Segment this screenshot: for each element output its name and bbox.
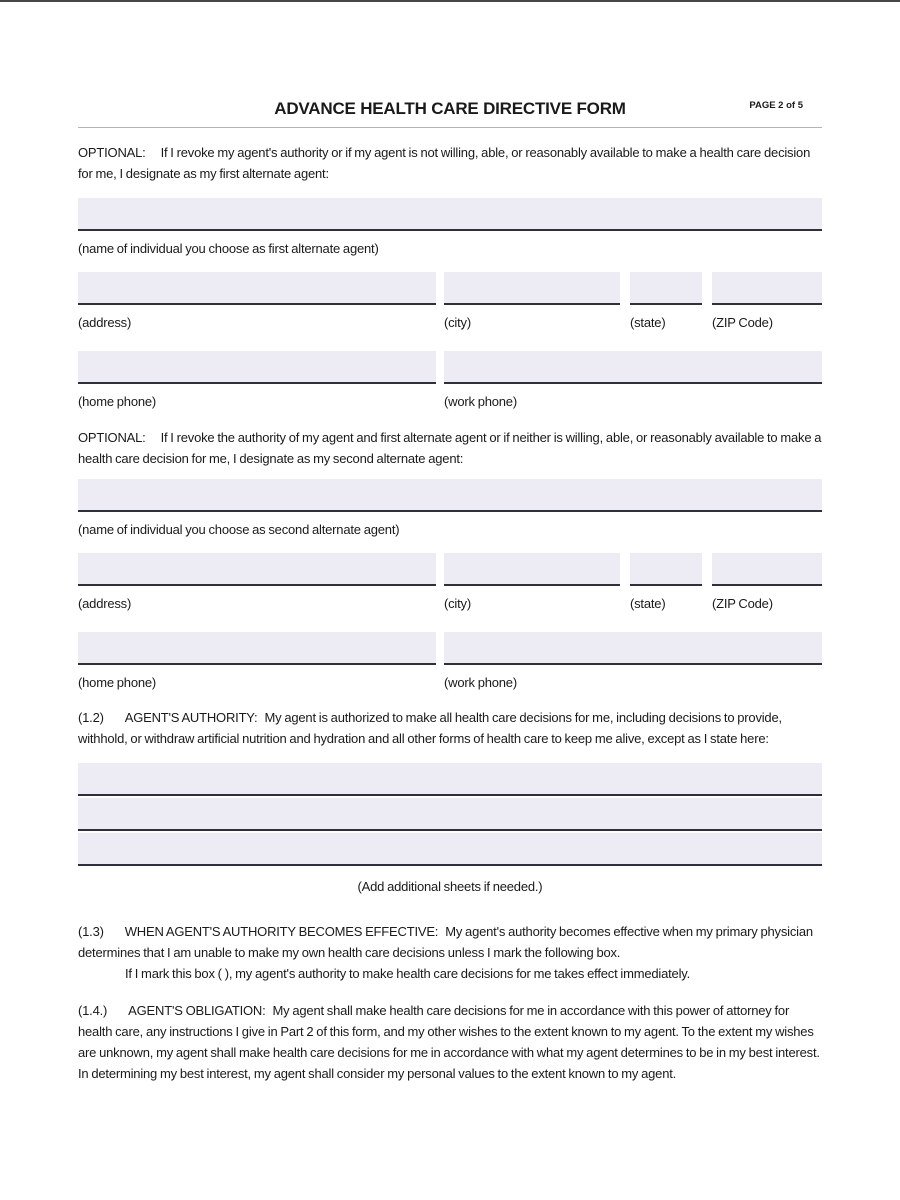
optional-label: OPTIONAL:	[78, 145, 146, 160]
document-header	[78, 0, 822, 119]
immediate-effect-checkbox-line[interactable]: If I mark this box ( ), my agent's authority to make health care decisions for me takes effect immediately.	[125, 966, 691, 981]
section-number: (1.2)	[78, 710, 104, 725]
second-alternate-zip-field[interactable]	[712, 553, 822, 586]
first-alternate-intro	[78, 142, 822, 184]
first-alternate-work-phone-field[interactable]	[444, 351, 822, 384]
first-alternate-city-field[interactable]	[444, 272, 620, 305]
home-phone-label: (home phone)	[78, 394, 157, 409]
address-label: (address)	[78, 596, 132, 611]
second-alternate-work-phone-field[interactable]	[444, 632, 822, 665]
section-1-3-when-effective	[78, 921, 822, 963]
second-alternate-city-field[interactable]	[444, 553, 620, 586]
section-number: (1.4.)	[78, 1003, 108, 1018]
second-alternate-name-label: (name of individual you choose as second alternate agent)	[78, 522, 400, 537]
form-title: ADVANCE HEALTH CARE DIRECTIVE FORM	[274, 99, 626, 118]
section-text: My agent is authorized to make all health care decisions for me, including decisions to provide, withhold, or withdraw artificial nutrition and hydration and all other forms of health care to keep me alive, except as I state here:	[78, 710, 782, 746]
second-alternate-address-field[interactable]	[78, 553, 436, 586]
home-phone-label: (home phone)	[78, 675, 157, 690]
authority-exception-line-3[interactable]	[78, 833, 822, 866]
address-label: (address)	[78, 315, 132, 330]
first-alternate-name-field[interactable]	[78, 198, 822, 231]
work-phone-label: (work phone)	[444, 675, 517, 690]
section-1-2-agents-authority	[78, 707, 822, 749]
first-alternate-phone-row	[78, 351, 822, 410]
title-divider	[78, 127, 822, 128]
section-heading: AGENT'S AUTHORITY:	[124, 710, 258, 725]
zip-label: (ZIP Code)	[712, 596, 773, 611]
section-text: My agent's authority becomes effective when my primary physician determines that I am unable to make my own health care decisions unless I mark the following box.	[78, 924, 813, 960]
state-label: (state)	[630, 315, 666, 330]
zip-label: (ZIP Code)	[712, 315, 773, 330]
authority-exception-lines	[78, 763, 822, 866]
optional-label: OPTIONAL:	[78, 430, 146, 445]
section-1-4-agents-obligation	[78, 1000, 822, 1084]
page-number: PAGE 2 of 5	[749, 100, 803, 111]
second-alternate-home-phone-field[interactable]	[78, 632, 436, 665]
authority-exception-line-2[interactable]	[78, 798, 822, 831]
second-alternate-state-field[interactable]	[630, 553, 702, 586]
authority-exception-line-1[interactable]	[78, 763, 822, 796]
first-alternate-address-row	[78, 272, 822, 331]
work-phone-label: (work phone)	[444, 394, 517, 409]
first-alternate-state-field[interactable]	[630, 272, 702, 305]
second-alternate-phone-row	[78, 632, 822, 691]
additional-sheets-note: (Add additional sheets if needed.)	[357, 879, 543, 894]
first-alternate-intro-text: If I revoke my agent's authority or if my agent is not willing, able, or reasonably available to make a health care decision for me, I designate as my first alternate agent:	[78, 145, 811, 181]
city-label: (city)	[444, 596, 471, 611]
second-alternate-name-field[interactable]	[78, 479, 822, 512]
first-alternate-zip-field[interactable]	[712, 272, 822, 305]
state-label: (state)	[630, 596, 666, 611]
section-number: (1.3)	[78, 924, 104, 939]
section-heading: AGENT'S OBLIGATION:	[128, 1003, 266, 1018]
first-alternate-name-label: (name of individual you choose as first alternate agent)	[78, 241, 379, 256]
section-heading: WHEN AGENT'S AUTHORITY BECOMES EFFECTIVE:	[124, 924, 439, 939]
city-label: (city)	[444, 315, 471, 330]
first-alternate-address-field[interactable]	[78, 272, 436, 305]
second-alternate-intro	[78, 427, 822, 469]
second-alternate-address-row	[78, 553, 822, 612]
first-alternate-home-phone-field[interactable]	[78, 351, 436, 384]
second-alternate-intro-text: If I revoke the authority of my agent and first alternate agent or if neither is willing, able, or reasonably available to make a health care decision for me, I designate as my second alternate agent:	[78, 430, 822, 466]
section-text: My agent shall make health care decisions for me in accordance with this power of attorney for health care, any instructions I give in Part 2 of this form, and my other wishes to the extent known to my agent. To the extent my wishes are unknown, my agent shall make health care decisions for me in accordance with what my agent determines to be in my best interest. In determining my best interest, my agent shall consider my personal values to the extent known to my agent.	[78, 1003, 820, 1081]
